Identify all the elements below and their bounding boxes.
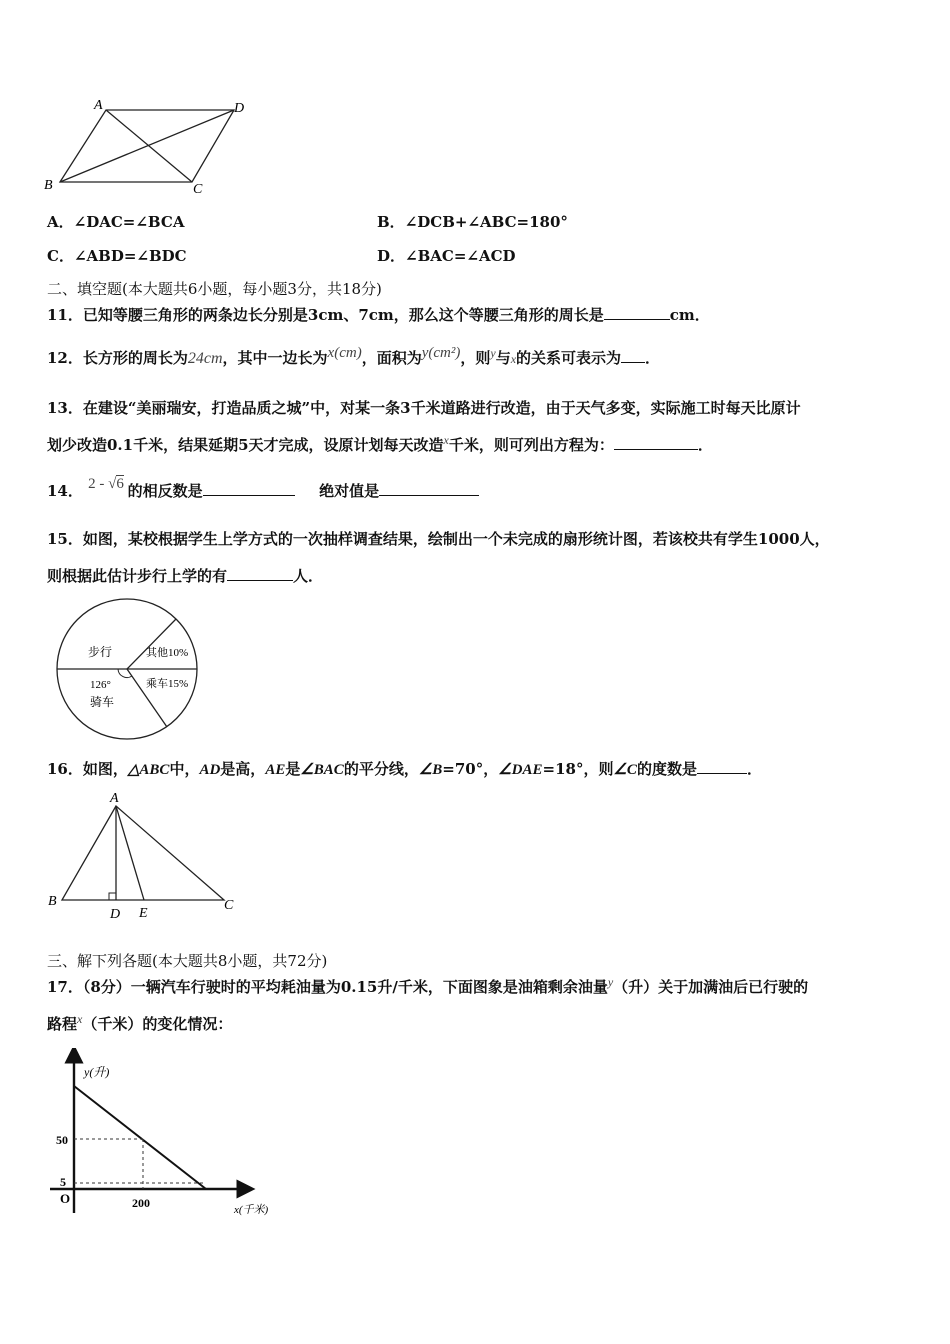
- pie-divider-other: [127, 619, 176, 669]
- math-x: x: [77, 1012, 83, 1026]
- question-16-text-5: 的平分线，: [343, 760, 419, 778]
- question-12: [47, 345, 661, 369]
- question-11-tail: cm．: [669, 306, 710, 324]
- question-15-tail: 人．: [293, 567, 324, 585]
- vertex-label-c: C: [224, 898, 234, 913]
- question-16-text-8: 的度数是: [636, 760, 697, 778]
- answer-blank-14b[interactable]: [379, 481, 479, 496]
- option-a-text: ∠DAC=∠BCA: [73, 213, 185, 231]
- question-15-line-2: [47, 566, 323, 586]
- option-b: [377, 211, 568, 232]
- question-13-line-1: 13．在建设“美丽瑞安，打造品质之城”中，对某一条3千米道路进行改造，由于天气多变，实际施工时每天比原计: [47, 399, 801, 417]
- math-angle-c: ∠C: [613, 762, 637, 778]
- origin-label: O: [60, 1191, 71, 1206]
- question-11-text: 11．已知等腰三角形的两条边长分别是3cm、7cm，那么这个等腰三角形的周长是: [47, 306, 604, 324]
- vertex-label-d: D: [234, 101, 245, 116]
- math-y: y: [607, 975, 614, 989]
- option-c-letter: C．: [47, 247, 74, 265]
- sqrt-radicand: 6: [116, 476, 124, 492]
- question-12-text-6: 的关系可表示为: [516, 349, 622, 367]
- section-2-title: 二、填空题(本大题共6小题，每小题3分，共18分): [47, 280, 382, 298]
- pie-chart: [52, 598, 202, 740]
- option-a-letter: A．: [47, 213, 74, 231]
- question-17-text-c: 路程: [47, 1015, 78, 1033]
- pie-label-bus: 乘车15%: [146, 678, 189, 690]
- vertex-label-c: C: [193, 182, 203, 196]
- tick-label-200: 200: [132, 1196, 150, 1210]
- question-14-text-2: 绝对值是: [319, 482, 380, 500]
- pie-label-bike: 骑车: [90, 695, 115, 709]
- math-side-length: x(cm): [327, 345, 362, 361]
- math-x: x: [443, 433, 449, 447]
- math-angle-b: ∠B: [418, 762, 443, 778]
- question-16-text-1: 16．如图，: [47, 760, 128, 778]
- triangle-figure: [44, 788, 244, 922]
- question-12-text-3: ，面积为: [361, 349, 422, 367]
- option-a: [47, 211, 184, 232]
- answer-blank-13[interactable]: [614, 435, 698, 450]
- question-17-text-b: （升）关于加满油后已行驶的: [613, 978, 809, 996]
- question-14-number: 14．: [47, 482, 83, 500]
- vertex-label-b: B: [44, 178, 53, 193]
- math-expression-minuend: 2 -: [88, 476, 105, 492]
- question-16-text-3: 是高，: [220, 760, 266, 778]
- question-16-text-2: 中，: [169, 760, 200, 778]
- question-13-tail: ．: [697, 436, 713, 454]
- option-d-text: ∠BAC=∠ACD: [405, 247, 516, 265]
- tick-label-50: 50: [56, 1133, 68, 1147]
- question-13-line-2: [47, 435, 713, 456]
- question-14: [47, 476, 479, 502]
- answer-blank-12[interactable]: [621, 348, 645, 363]
- question-14-text-1: 的相反数是: [127, 482, 203, 500]
- option-b-text: ∠DCB+∠ABC=180°: [404, 213, 568, 231]
- y-axis-label: y(升): [84, 1065, 110, 1079]
- option-d-letter: D．: [377, 247, 406, 265]
- answer-blank-11[interactable]: [604, 305, 670, 320]
- option-c-text: ∠ABD=∠BDC: [73, 247, 187, 265]
- vertex-label-a: A: [110, 791, 119, 806]
- pie-label-angle: 126°: [90, 679, 111, 691]
- question-11: [47, 305, 710, 325]
- answer-blank-15[interactable]: [227, 566, 293, 581]
- x-axis-label: x(千米): [234, 1204, 269, 1216]
- question-16-text-4: 是: [285, 760, 301, 778]
- math-triangle-abc: △ABC: [127, 762, 170, 778]
- question-17-line-2: [47, 1014, 232, 1035]
- question-12-text-2: ，其中一边长为: [222, 349, 328, 367]
- fuel-line: [74, 1086, 206, 1189]
- vertex-label-d: D: [110, 907, 121, 922]
- tick-label-5: 5: [60, 1175, 66, 1189]
- math-x: x: [510, 352, 517, 366]
- question-16-text-6: =70°，: [442, 760, 499, 778]
- answer-blank-14a[interactable]: [203, 481, 295, 496]
- math-ad: AD: [199, 762, 221, 778]
- fuel-graph: [46, 1048, 286, 1218]
- question-17-text-d: （千米）的变化情况：: [82, 1015, 233, 1033]
- question-16-text-7: =18°，则: [542, 760, 614, 778]
- math-perimeter: 24cm: [187, 350, 223, 367]
- question-16-tail: ．: [746, 760, 762, 778]
- vertex-label-b: B: [48, 894, 57, 909]
- pie-label-walk: 步行: [88, 645, 113, 659]
- option-b-letter: B．: [377, 213, 405, 231]
- math-expression: [88, 476, 127, 492]
- vertex-label-e: E: [139, 906, 148, 921]
- math-angle-bac: ∠BAC: [300, 762, 344, 778]
- question-17-text-a: 17．（8分）一辆汽车行驶时的平均耗油量为0.15升/千米，下面图象是油箱剩余油量: [47, 978, 608, 996]
- question-17-line-1: [47, 977, 808, 998]
- question-15-line-1: 15．如图，某校根据学生上学方式的一次抽样调查结果，绘制出一个未完成的扇形统计图，若该校共有学生1000人，: [47, 530, 830, 548]
- question-12-text-5: 与: [495, 349, 511, 367]
- option-c: [47, 245, 187, 266]
- vertex-label-a: A: [94, 98, 103, 113]
- sqrt-symbol: √: [108, 476, 117, 492]
- parallelogram-figure: [40, 96, 260, 196]
- option-d: [377, 245, 516, 266]
- pie-label-other: 其他10%: [146, 647, 189, 659]
- answer-blank-16[interactable]: [697, 759, 747, 774]
- question-12-text-4: ，则: [460, 349, 491, 367]
- question-13-text-b: 千米，则可列出方程为：: [448, 436, 614, 454]
- question-13-text-a: 划少改造0.1千米，结果延期5天才完成，设原计划每天改造: [47, 436, 444, 454]
- math-area: y(cm²): [421, 345, 461, 361]
- question-15-text: 则根据此估计步行上学的有: [47, 567, 228, 585]
- question-16: [47, 759, 762, 780]
- math-y: y: [490, 346, 496, 360]
- math-angle-dae: ∠DAE: [498, 762, 543, 778]
- question-12-text-1: 12．长方形的周长为: [47, 349, 188, 367]
- question-12-tail: ．: [645, 349, 661, 367]
- math-ae: AE: [265, 762, 286, 778]
- section-3-title: 三、解下列各题(本大题共8小题，共72分): [47, 952, 328, 970]
